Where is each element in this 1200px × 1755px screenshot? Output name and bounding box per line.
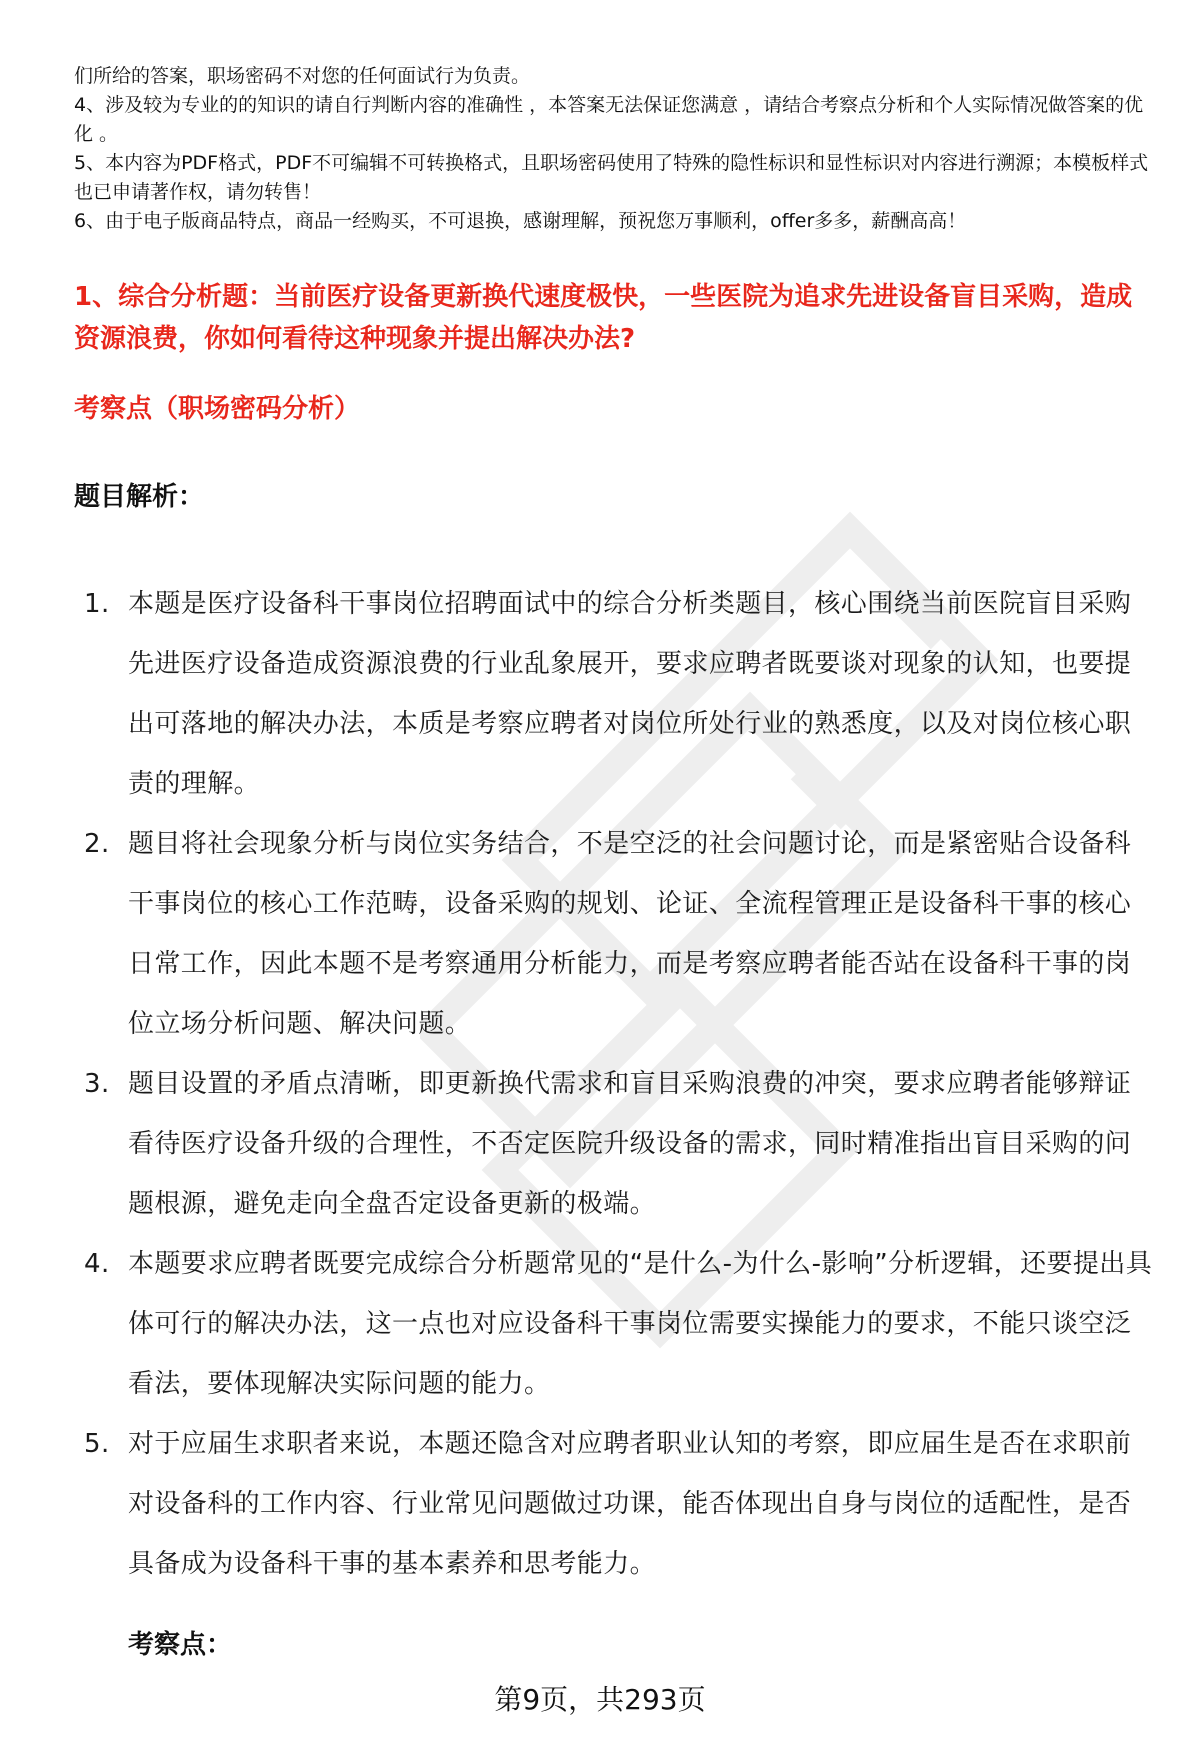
item-number: 4. [84,1249,110,1279]
analysis-item [74,814,1154,1054]
kaochadian-heading: 考察点（职场密码分析） [74,394,361,424]
item-text: 题目设置的矛盾点清晰，即更新换代需求和盲目采购浪费的冲突，要求应聘者能够辩证看待医疗设备升级的合理性，不否定医院升级设备的需求，同时精准指出盲目采购的问题根源，避免走向全盘否定设备更新的极端。 [128,1069,1132,1219]
item-number: 3. [84,1069,110,1099]
analysis-item [74,574,1154,814]
item-number: 5. [84,1429,110,1459]
item-number: 1. [84,589,110,619]
analysis-list [74,574,1154,1594]
analysis-item [74,1054,1154,1234]
question-heading: 1、综合分析题：当前医疗设备更新换代速度极快，一些医院为追求先进设备盲目采购，造成资源浪费，你如何看待这种现象并提出解决办法? [74,282,1133,354]
disclaimer-line: 4、涉及较为专业的的知识的请自行判断内容的准确性 ，本答案无法保证您满意 ，请结合考察点分析和个人实际情况做答案的优化 。 [74,94,1144,145]
item-text: 本题是医疗设备科干事岗位招聘面试中的综合分析类题目，核心围绕当前医院盲目采购先进医疗设备造成资源浪费的行业乱象展开，要求应聘者既要谈对现象的认知，也要提出可落地的解决办法，本质是考察应聘者对岗位所处行业的熟悉度，以及对岗位核心职责的理解。 [128,589,1132,799]
kaochadian-subheading: 考察点： [128,1630,233,1660]
disclaimer-notes [74,62,1154,236]
disclaimer-line: 6、由于电子版商品特点，商品一经购买，不可退换，感谢理解，预祝您万事顺利，offer多多，薪酬高高！ [74,210,967,232]
analysis-item [74,1414,1154,1594]
analysis-heading: 题目解析： [74,482,205,512]
item-text: 对于应届生求职者来说，本题还隐含对应聘者职业认知的考察，即应届生是否在求职前对设备科的工作内容、行业常见问题做过功课，能否体现出自身与岗位的适配性，是否具备成为设备科干事的基本素养和思考能力。 [128,1429,1132,1579]
item-text: 题目将社会现象分析与岗位实务结合，不是空泛的社会问题讨论，而是紧密贴合设备科干事岗位的核心工作范畴，设备采购的规划、论证、全流程管理正是设备科干事的核心日常工作，因此本题不是考察通用分析能力，而是考察应聘者能否站在设备科干事的岗位立场分析问题、解决问题。 [128,829,1132,1039]
item-number: 2. [84,829,110,859]
item-text: 本题要求应聘者既要完成综合分析题常见的“是什么-为什么-影响”分析逻辑，还要提出具体可行的解决办法，这一点也对应设备科干事岗位需要实操能力的要求，不能只谈空泛看法，要体现解决实际问题的能力。 [128,1249,1153,1399]
disclaimer-line: 5、本内容为PDF格式，PDF不可编辑不可转换格式，且职场密码使用了特殊的隐性标识和显性标识对内容进行溯源；本模板样式也已申请著作权，请勿转售！ [74,152,1149,203]
page-number: 第9页，共293页 [494,1683,706,1716]
disclaimer-line: 们所给的答案，职场密码不对您的任何面试行为负责。 [74,65,531,87]
analysis-item [74,1234,1154,1414]
